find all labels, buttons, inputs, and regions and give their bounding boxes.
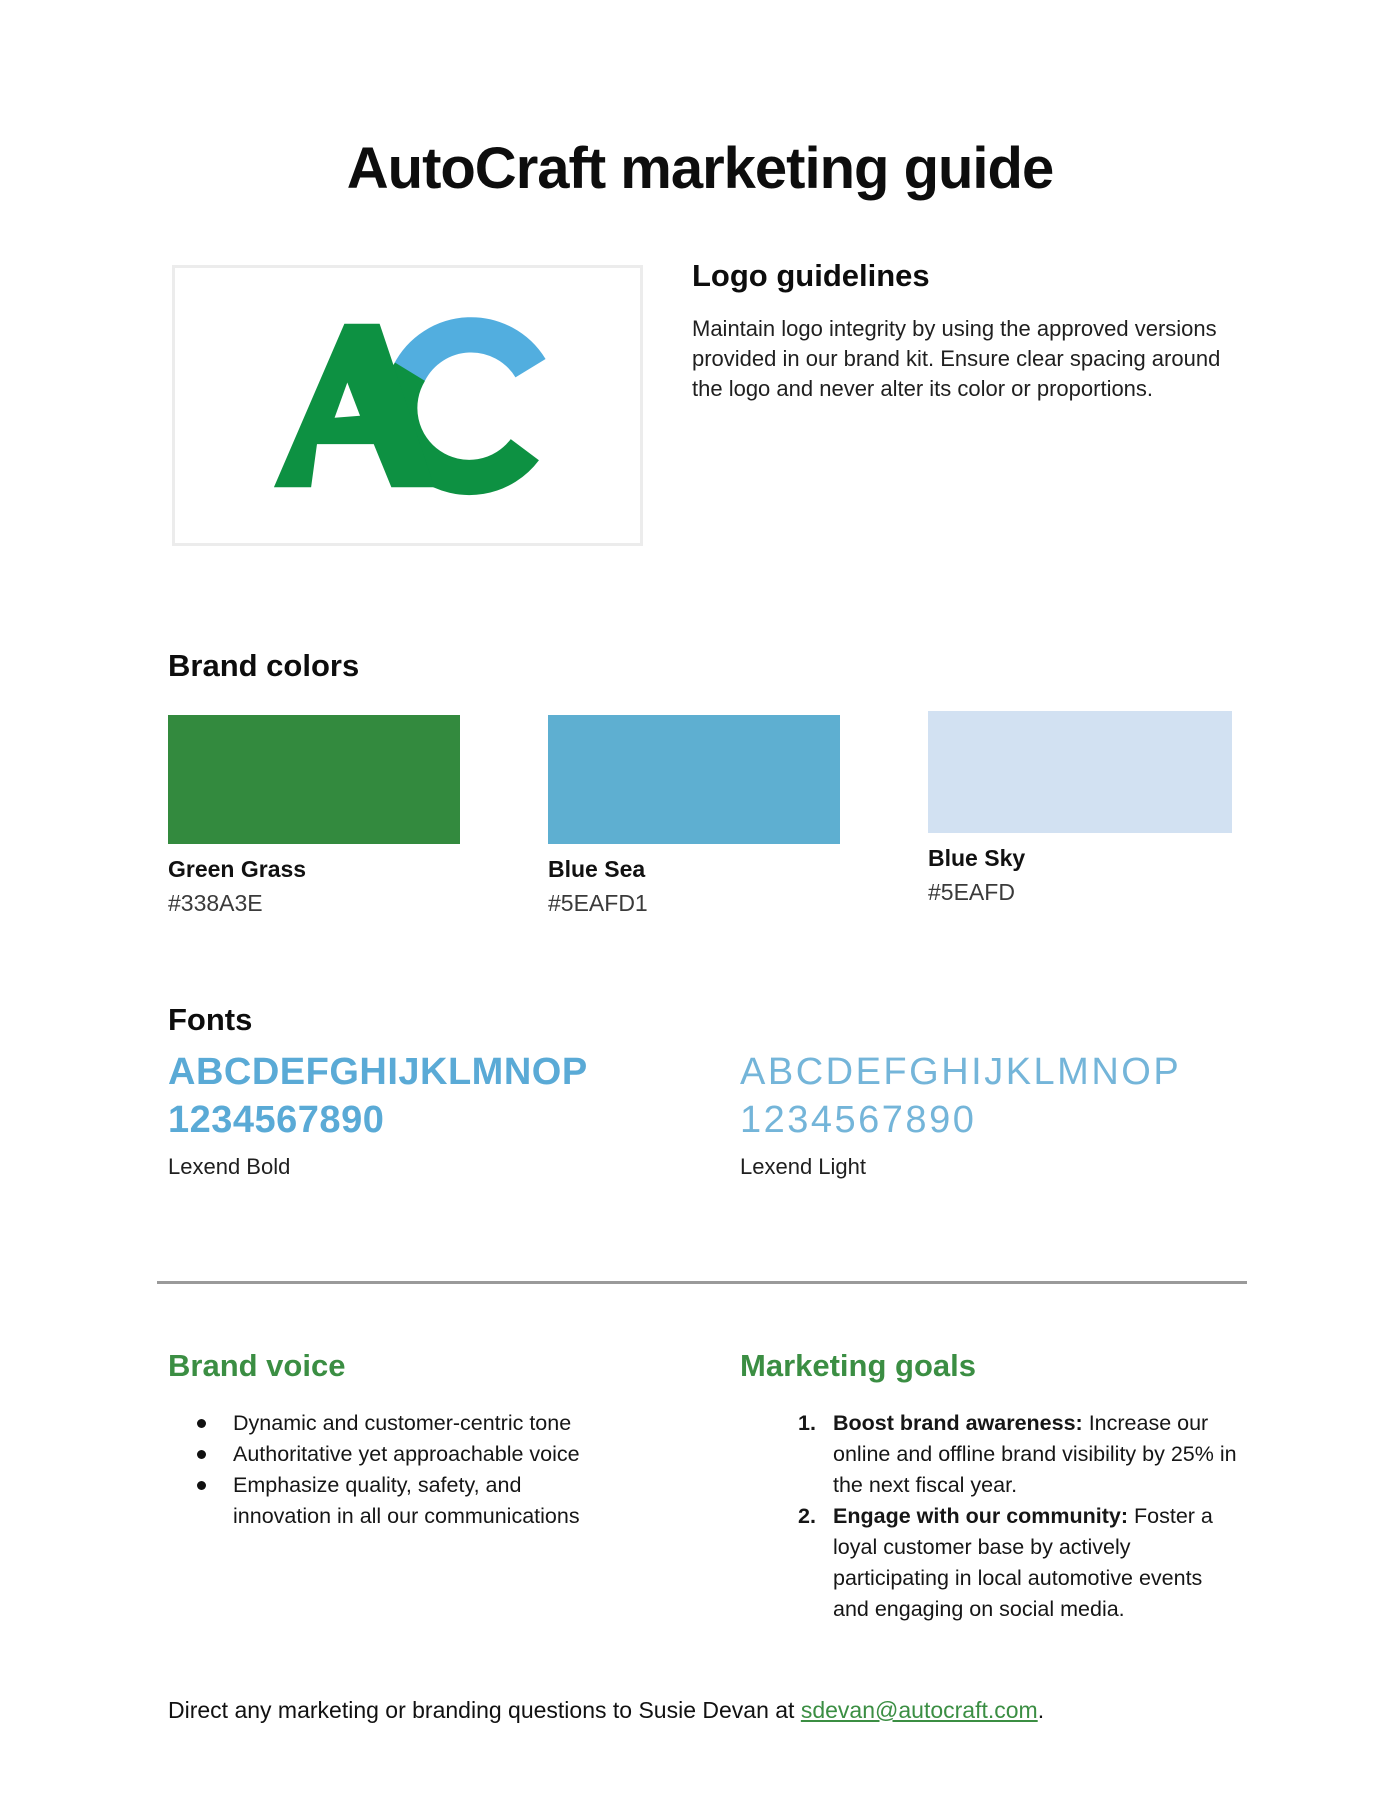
color-swatch-green-grass <box>168 715 460 917</box>
swatch-name: Blue Sky <box>928 845 1026 871</box>
goal-number: 1. <box>798 1411 816 1435</box>
font-sample-numbers: 1234567890 <box>740 1099 977 1141</box>
font-sample-letters: ABCDEFGHIJKLMNOP <box>168 1051 588 1093</box>
color-swatch-blue-sky <box>928 711 1232 906</box>
font-sample-letters: ABCDEFGHIJKLMNOP <box>740 1051 1182 1093</box>
font-sample-lexend-light <box>740 1048 1181 1180</box>
marketing-goals-heading: Marketing goals <box>740 1348 976 1383</box>
bullet-icon <box>197 1481 206 1490</box>
swatch-hex: #5EAFD <box>928 879 1015 905</box>
goal-text: Foster a loyal customer base by actively participating in local automotive events and engaging on social media. <box>833 1504 1213 1621</box>
footer-text-after: . <box>1037 1697 1045 1723</box>
autocraft-logo <box>175 268 640 543</box>
logo-guidelines-heading: Logo guidelines <box>692 258 930 293</box>
goal-number: 2. <box>798 1504 816 1528</box>
logo-guidelines-section <box>692 258 1232 404</box>
font-sample-lexend-bold <box>168 1048 588 1180</box>
email-link[interactable]: sdevan@autocraft.com <box>800 1697 1038 1723</box>
marketing-goals-list <box>740 1408 1240 1625</box>
marketing-goals-section <box>740 1348 1240 1625</box>
swatch-name: Blue Sea <box>548 856 646 882</box>
swatch-name: Green Grass <box>168 856 307 882</box>
swatch-color-block <box>548 715 840 844</box>
section-divider <box>157 1281 1247 1284</box>
list-item <box>740 1408 1240 1501</box>
logo-guidelines-text: Maintain logo integrity by using the approved versions provided in our brand kit. Ensure clear spacing around the logo and never alter its color or proportions. <box>692 316 1221 401</box>
logo-c-blue-arc <box>409 335 530 373</box>
brand-voice-heading: Brand voice <box>168 1348 346 1383</box>
list-item-text: Dynamic and customer-centric tone <box>233 1411 572 1435</box>
goal-lead: Boost brand awareness: <box>833 1411 1083 1435</box>
font-sample-numbers: 1234567890 <box>168 1099 385 1141</box>
brand-voice-list <box>168 1408 616 1532</box>
color-swatch-blue-sea <box>548 715 840 917</box>
bullet-icon <box>197 1450 206 1459</box>
font-sample-caption: Lexend Light <box>740 1154 866 1179</box>
brand-colors-heading: Brand colors <box>168 648 360 683</box>
list-item <box>168 1408 616 1439</box>
goal-text: Increase our online and offline brand visibility by 25% in the next fiscal year. <box>833 1411 1237 1497</box>
list-item <box>168 1439 616 1470</box>
list-item <box>168 1470 616 1532</box>
list-item <box>740 1501 1240 1625</box>
footer-text-before: Direct any marketing or branding questions to Susie Devan at <box>168 1697 801 1723</box>
swatch-hex: #5EAFD1 <box>548 890 648 916</box>
fonts-heading: Fonts <box>168 1002 253 1037</box>
swatch-hex: #338A3E <box>168 890 263 916</box>
page-title: AutoCraft marketing guide <box>346 135 1054 201</box>
brand-voice-section <box>168 1348 616 1532</box>
swatch-color-block <box>168 715 460 844</box>
logo-preview-box <box>172 265 643 546</box>
swatch-color-block <box>928 711 1232 833</box>
list-item-text: Emphasize quality, safety, and innovation in all our communications <box>233 1473 580 1528</box>
footer-text <box>168 1697 1044 1724</box>
bullet-icon <box>197 1419 206 1428</box>
list-item-text: Authoritative yet approachable voice <box>233 1442 580 1466</box>
font-sample-caption: Lexend Bold <box>168 1154 291 1179</box>
goal-lead: Engage with our community: <box>833 1504 1129 1528</box>
